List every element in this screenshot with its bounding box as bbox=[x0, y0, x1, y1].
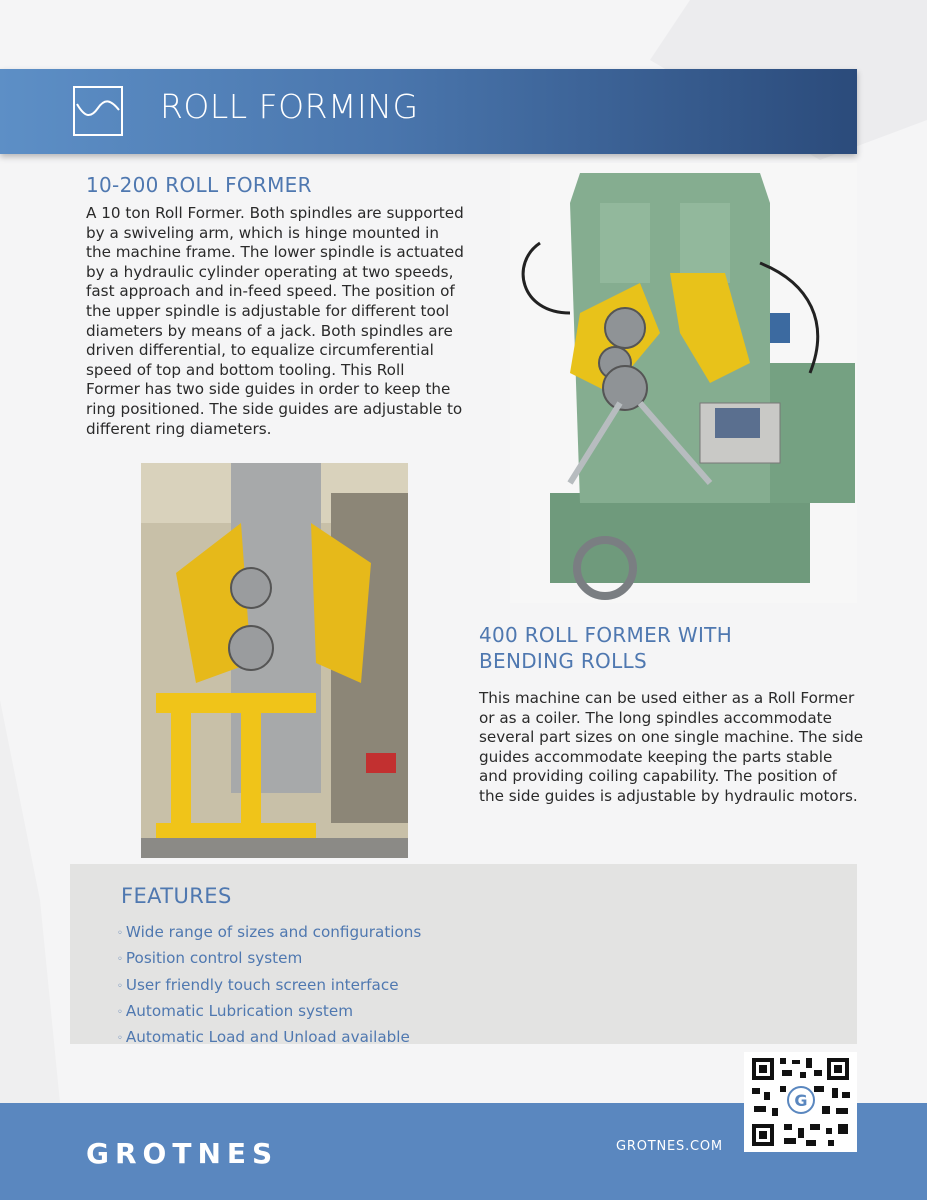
text-line: and providing coiling capability. The position of bbox=[479, 767, 837, 786]
text-line: or as a coiler. The long spindles accommodate bbox=[479, 708, 832, 727]
page-title: ROLL FORMING bbox=[160, 87, 419, 126]
feature-item: ◦ User friendly touch screen interface bbox=[117, 975, 399, 994]
text-line: diameters by means of a jack. Both spindles are bbox=[86, 321, 453, 340]
text-line: driven differential, to equalize circumferential bbox=[86, 341, 434, 360]
text-line: fast approach and in-feed speed. The position of bbox=[86, 282, 455, 301]
feature-item: ◦ Position control system bbox=[117, 949, 303, 968]
feature-item: ◦ Automatic Lubrication system bbox=[117, 1001, 354, 1020]
text-line: by a hydraulic cylinder operating at two speeds, bbox=[86, 262, 454, 281]
features-box bbox=[70, 864, 857, 1047]
qr-code-icon[interactable] bbox=[744, 1052, 857, 1152]
text-line: the machine frame. The lower spindle is actuated bbox=[86, 243, 464, 262]
section-body-400 bbox=[479, 689, 864, 807]
wave-logo-icon bbox=[73, 86, 123, 136]
text-line: This machine can be used either as a Roll Former bbox=[479, 689, 855, 707]
heading-line: 400 ROLL FORMER WITH bbox=[479, 623, 733, 647]
brand-logo: GROTNES bbox=[86, 1137, 279, 1170]
bullet-icon: ◦ bbox=[117, 928, 123, 939]
text-line: ring positioned. The side guides are adjustable to bbox=[86, 399, 463, 418]
feature-item: ◦ Automatic Load and Unload available bbox=[117, 1028, 410, 1047]
bullet-icon: ◦ bbox=[117, 954, 123, 966]
text-line: different ring diameters. bbox=[86, 419, 272, 438]
text-line: guides accommodate keeping the parts stable bbox=[479, 747, 833, 766]
text-line: speed of top and bottom tooling. This Roll bbox=[86, 360, 405, 379]
section-heading-10-200: 10-200 ROLL FORMER bbox=[86, 173, 312, 197]
feature-item: ◦ Wide range of sizes and configurations bbox=[117, 923, 422, 941]
photo-green-roll-former bbox=[510, 163, 857, 603]
bullet-icon: ◦ bbox=[117, 1006, 123, 1018]
bullet-icon: ◦ bbox=[117, 980, 123, 992]
text-line: the upper spindle is adjustable for different tool bbox=[86, 301, 450, 320]
text-line: the side guides is adjustable by hydraulic motors. bbox=[479, 786, 858, 805]
bullet-icon: ◦ bbox=[117, 1033, 123, 1045]
website-link[interactable]: GROTNES.COM bbox=[616, 1139, 723, 1154]
qr-center-letter: G bbox=[794, 1091, 808, 1110]
text-line: Former has two side guides in order to keep the bbox=[86, 380, 451, 399]
features-title: FEATURES bbox=[121, 884, 232, 908]
photo-yellow-roll-former bbox=[141, 463, 408, 858]
heading-line: BENDING ROLLS bbox=[479, 649, 647, 673]
section-heading-400 bbox=[479, 622, 819, 674]
text-line: several part sizes on one single machine. The side bbox=[479, 728, 864, 747]
features-list bbox=[117, 920, 421, 1051]
text-line: A 10 ton Roll Former. Both spindles are supported bbox=[86, 204, 464, 222]
page-header bbox=[0, 69, 857, 154]
section-body-10-200 bbox=[86, 204, 470, 439]
text-line: by a swiveling arm, which is hinge mounted in bbox=[86, 223, 440, 242]
